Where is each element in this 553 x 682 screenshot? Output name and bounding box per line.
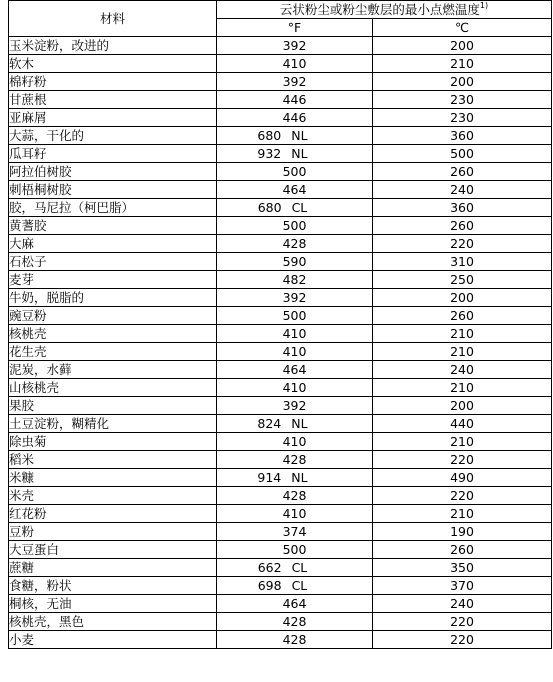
table-row bbox=[9, 415, 552, 433]
celsius-cell: 210 bbox=[373, 379, 552, 397]
table-row bbox=[9, 559, 552, 577]
table-row bbox=[9, 523, 552, 541]
material-name-cell: 胶，马尼拉（柯巴脂） bbox=[9, 199, 217, 217]
celsius-cell: 210 bbox=[373, 433, 552, 451]
celsius-cell: 240 bbox=[373, 181, 552, 199]
celsius-cell: 260 bbox=[373, 541, 552, 559]
celsius-cell: 260 bbox=[373, 217, 552, 235]
fahrenheit-cell bbox=[217, 55, 373, 73]
celsius-cell: 190 bbox=[373, 523, 552, 541]
table-row bbox=[9, 307, 552, 325]
fahrenheit-cell bbox=[217, 235, 373, 253]
fahrenheit-cell bbox=[217, 163, 373, 181]
celsius-cell: 240 bbox=[373, 595, 552, 613]
material-name-cell: 小麦 bbox=[9, 631, 217, 649]
fahrenheit-cell bbox=[217, 415, 373, 433]
fahrenheit-value: 446 bbox=[282, 110, 307, 125]
column-header-material: 材料 bbox=[9, 1, 217, 37]
material-name-cell: 大豆蛋白 bbox=[9, 541, 217, 559]
header-footnote-mark: 1) bbox=[479, 1, 489, 10]
table-row bbox=[9, 487, 552, 505]
fahrenheit-cell bbox=[217, 37, 373, 55]
celsius-cell: 440 bbox=[373, 415, 552, 433]
fahrenheit-value: 464 bbox=[282, 182, 307, 197]
fahrenheit-value: 410 bbox=[282, 380, 307, 395]
table-row bbox=[9, 289, 552, 307]
table-row bbox=[9, 631, 552, 649]
fahrenheit-value: 446 bbox=[282, 92, 307, 107]
fahrenheit-cell bbox=[217, 541, 373, 559]
table-row bbox=[9, 325, 552, 343]
celsius-cell: 200 bbox=[373, 397, 552, 415]
celsius-cell: 260 bbox=[373, 307, 552, 325]
header-main-text: 云状粉尘或粉尘敷层的最小点燃温度 bbox=[279, 2, 480, 17]
celsius-cell: 360 bbox=[373, 199, 552, 217]
fahrenheit-value: 392 bbox=[282, 290, 307, 305]
fahrenheit-cell bbox=[217, 199, 373, 217]
celsius-cell: 220 bbox=[373, 487, 552, 505]
table-row bbox=[9, 343, 552, 361]
table-row bbox=[9, 127, 552, 145]
celsius-cell: 370 bbox=[373, 577, 552, 595]
ignition-note: NL bbox=[291, 146, 308, 161]
fahrenheit-cell bbox=[217, 325, 373, 343]
material-name-cell: 豆粉 bbox=[9, 523, 217, 541]
fahrenheit-cell bbox=[217, 127, 373, 145]
fahrenheit-value: 500 bbox=[282, 308, 307, 323]
material-name-cell: 黄蓍胶 bbox=[9, 217, 217, 235]
material-name-cell: 土豆淀粉，糊精化 bbox=[9, 415, 217, 433]
fahrenheit-value: 428 bbox=[282, 614, 307, 629]
fahrenheit-cell bbox=[217, 397, 373, 415]
table-row bbox=[9, 73, 552, 91]
fahrenheit-cell bbox=[217, 577, 373, 595]
fahrenheit-value: 500 bbox=[282, 542, 307, 557]
material-name-cell: 阿拉伯树胶 bbox=[9, 163, 217, 181]
table-row bbox=[9, 469, 552, 487]
ignition-note: NL bbox=[291, 416, 308, 431]
table-row bbox=[9, 613, 552, 631]
material-name-cell: 麦芽 bbox=[9, 271, 217, 289]
celsius-cell: 200 bbox=[373, 289, 552, 307]
table-row bbox=[9, 91, 552, 109]
table-row bbox=[9, 577, 552, 595]
fahrenheit-value: 392 bbox=[282, 74, 307, 89]
fahrenheit-cell bbox=[217, 631, 373, 649]
table-row bbox=[9, 163, 552, 181]
fahrenheit-value: 662 bbox=[257, 560, 282, 575]
celsius-cell: 230 bbox=[373, 91, 552, 109]
table-row bbox=[9, 55, 552, 73]
material-name-cell: 米糠 bbox=[9, 469, 217, 487]
fahrenheit-cell bbox=[217, 307, 373, 325]
table-body bbox=[9, 37, 552, 649]
material-name-cell: 泥炭，水藓 bbox=[9, 361, 217, 379]
fahrenheit-value: 824 bbox=[257, 416, 282, 431]
fahrenheit-value: 698 bbox=[257, 578, 282, 593]
material-name-cell: 棉籽粉 bbox=[9, 73, 217, 91]
fahrenheit-cell bbox=[217, 271, 373, 289]
material-name-cell: 豌豆粉 bbox=[9, 307, 217, 325]
celsius-cell: 220 bbox=[373, 613, 552, 631]
fahrenheit-value: 410 bbox=[282, 56, 307, 71]
fahrenheit-cell bbox=[217, 109, 373, 127]
table-row bbox=[9, 199, 552, 217]
column-header-celsius: ℃ bbox=[373, 19, 552, 37]
fahrenheit-cell bbox=[217, 73, 373, 91]
fahrenheit-cell bbox=[217, 487, 373, 505]
table-header-row bbox=[9, 1, 552, 19]
material-name-cell: 桐核，无油 bbox=[9, 595, 217, 613]
fahrenheit-cell bbox=[217, 91, 373, 109]
table-row bbox=[9, 361, 552, 379]
fahrenheit-value: 590 bbox=[282, 254, 307, 269]
fahrenheit-cell bbox=[217, 181, 373, 199]
table-row bbox=[9, 541, 552, 559]
fahrenheit-cell bbox=[217, 433, 373, 451]
table-row bbox=[9, 595, 552, 613]
column-header-fahrenheit: °F bbox=[217, 19, 373, 37]
celsius-cell: 240 bbox=[373, 361, 552, 379]
ignition-note: NL bbox=[291, 470, 308, 485]
material-name-cell: 牛奶，脱脂的 bbox=[9, 289, 217, 307]
celsius-cell: 250 bbox=[373, 271, 552, 289]
fahrenheit-value: 500 bbox=[282, 218, 307, 233]
table-row bbox=[9, 109, 552, 127]
celsius-cell: 210 bbox=[373, 505, 552, 523]
fahrenheit-value: 428 bbox=[282, 452, 307, 467]
celsius-cell: 200 bbox=[373, 37, 552, 55]
table-row bbox=[9, 235, 552, 253]
celsius-cell: 220 bbox=[373, 235, 552, 253]
table-row bbox=[9, 397, 552, 415]
table-row bbox=[9, 451, 552, 469]
table-row bbox=[9, 37, 552, 55]
table-row bbox=[9, 505, 552, 523]
fahrenheit-value: 914 bbox=[257, 470, 282, 485]
material-name-cell: 米壳 bbox=[9, 487, 217, 505]
fahrenheit-cell bbox=[217, 361, 373, 379]
material-name-cell: 大蒜，干化的 bbox=[9, 127, 217, 145]
ignition-note: CL bbox=[291, 200, 308, 215]
fahrenheit-value: 374 bbox=[282, 524, 307, 539]
celsius-cell: 210 bbox=[373, 343, 552, 361]
celsius-cell: 220 bbox=[373, 631, 552, 649]
fahrenheit-value: 410 bbox=[282, 434, 307, 449]
table-row bbox=[9, 217, 552, 235]
table-row bbox=[9, 145, 552, 163]
material-name-cell: 花生壳 bbox=[9, 343, 217, 361]
ignition-temperature-table bbox=[8, 0, 552, 649]
table-row bbox=[9, 271, 552, 289]
fahrenheit-value: 428 bbox=[282, 632, 307, 647]
celsius-cell: 360 bbox=[373, 127, 552, 145]
fahrenheit-value: 428 bbox=[282, 236, 307, 251]
fahrenheit-cell bbox=[217, 559, 373, 577]
fahrenheit-value: 410 bbox=[282, 344, 307, 359]
celsius-cell: 210 bbox=[373, 325, 552, 343]
material-name-cell: 稻米 bbox=[9, 451, 217, 469]
ignition-note: CL bbox=[291, 560, 308, 575]
fahrenheit-cell bbox=[217, 343, 373, 361]
material-name-cell: 甘蔗根 bbox=[9, 91, 217, 109]
material-name-cell: 大麻 bbox=[9, 235, 217, 253]
fahrenheit-cell bbox=[217, 469, 373, 487]
fahrenheit-cell bbox=[217, 595, 373, 613]
material-name-cell: 软木 bbox=[9, 55, 217, 73]
ignition-note: NL bbox=[291, 128, 308, 143]
fahrenheit-value: 392 bbox=[282, 38, 307, 53]
column-header-ignition-temperature bbox=[217, 1, 552, 19]
fahrenheit-value: 464 bbox=[282, 596, 307, 611]
celsius-cell: 260 bbox=[373, 163, 552, 181]
fahrenheit-value: 482 bbox=[282, 272, 307, 287]
celsius-cell: 220 bbox=[373, 451, 552, 469]
table-row bbox=[9, 379, 552, 397]
fahrenheit-value: 500 bbox=[282, 164, 307, 179]
material-name-cell: 玉米淀粉，改进的 bbox=[9, 37, 217, 55]
celsius-cell: 230 bbox=[373, 109, 552, 127]
material-name-cell: 蔗糖 bbox=[9, 559, 217, 577]
fahrenheit-value: 680 bbox=[257, 128, 282, 143]
fahrenheit-value: 392 bbox=[282, 398, 307, 413]
material-name-cell: 红花粉 bbox=[9, 505, 217, 523]
table-row bbox=[9, 181, 552, 199]
celsius-cell: 350 bbox=[373, 559, 552, 577]
material-name-cell: 刺梧桐树胶 bbox=[9, 181, 217, 199]
material-name-cell: 果胶 bbox=[9, 397, 217, 415]
material-name-cell: 核桃壳 bbox=[9, 325, 217, 343]
fahrenheit-cell bbox=[217, 451, 373, 469]
material-name-cell: 山核桃壳 bbox=[9, 379, 217, 397]
fahrenheit-value: 410 bbox=[282, 326, 307, 341]
celsius-cell: 310 bbox=[373, 253, 552, 271]
material-name-cell: 亚麻屑 bbox=[9, 109, 217, 127]
material-name-cell: 瓜耳籽 bbox=[9, 145, 217, 163]
fahrenheit-value: 410 bbox=[282, 506, 307, 521]
fahrenheit-value: 428 bbox=[282, 488, 307, 503]
material-name-cell: 石松子 bbox=[9, 253, 217, 271]
celsius-cell: 200 bbox=[373, 73, 552, 91]
fahrenheit-value: 932 bbox=[257, 146, 282, 161]
material-name-cell: 除虫菊 bbox=[9, 433, 217, 451]
fahrenheit-cell bbox=[217, 253, 373, 271]
material-name-cell: 食糖，粉状 bbox=[9, 577, 217, 595]
celsius-cell: 490 bbox=[373, 469, 552, 487]
table-row bbox=[9, 253, 552, 271]
fahrenheit-cell bbox=[217, 505, 373, 523]
fahrenheit-cell bbox=[217, 613, 373, 631]
celsius-cell: 210 bbox=[373, 55, 552, 73]
ignition-note: CL bbox=[291, 578, 308, 593]
material-name-cell: 核桃壳，黑色 bbox=[9, 613, 217, 631]
fahrenheit-value: 464 bbox=[282, 362, 307, 377]
fahrenheit-cell bbox=[217, 289, 373, 307]
fahrenheit-cell bbox=[217, 523, 373, 541]
fahrenheit-cell bbox=[217, 145, 373, 163]
table-row bbox=[9, 433, 552, 451]
fahrenheit-cell bbox=[217, 379, 373, 397]
fahrenheit-value: 680 bbox=[257, 200, 282, 215]
fahrenheit-cell bbox=[217, 217, 373, 235]
celsius-cell: 500 bbox=[373, 145, 552, 163]
